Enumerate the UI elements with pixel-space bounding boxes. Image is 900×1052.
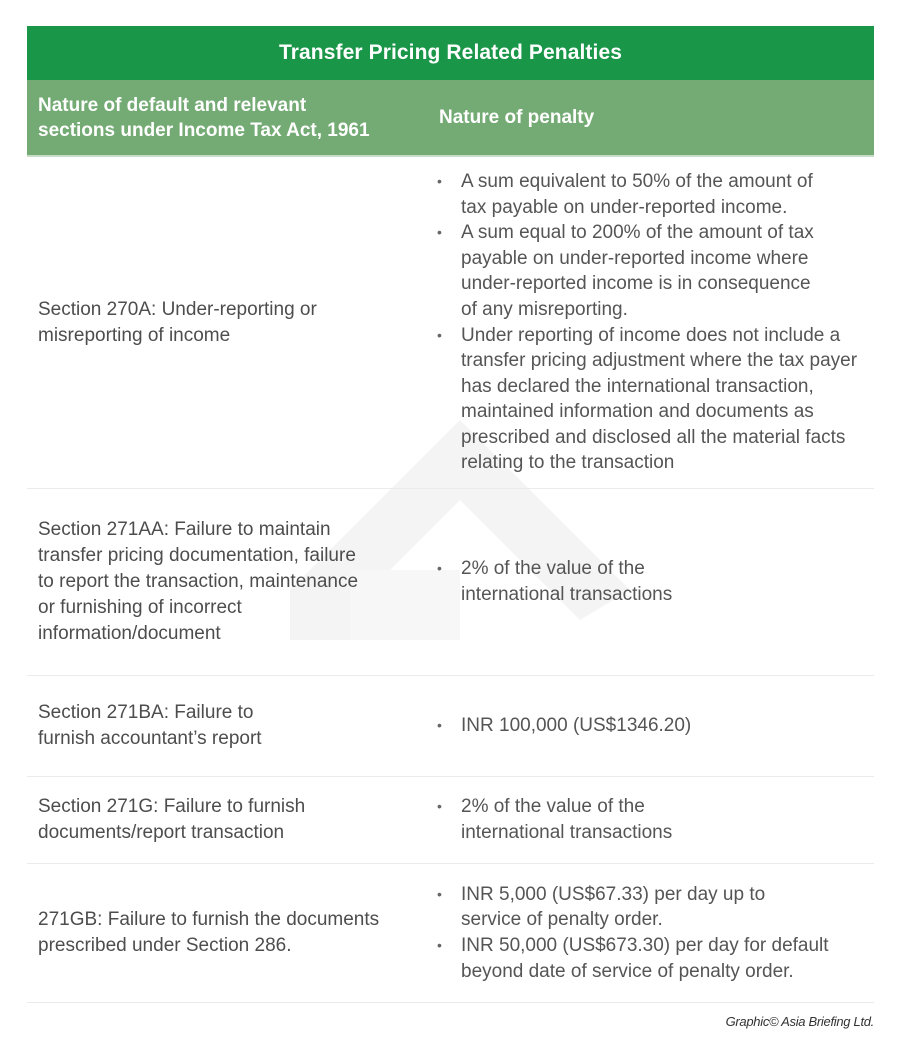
table-row [27, 864, 874, 1003]
penalty-item: • A sum equivalent to 50% of the amount of tax payable on under-reported income. [427, 169, 841, 220]
table-header [27, 80, 874, 157]
row-default: Section 270A: Under-reporting or misreporting of income [38, 298, 317, 346]
penalty-item: • INR 100,000 (US$1346.20) [427, 713, 874, 739]
penalty-item: • INR 50,000 (US$673.30) per day for default beyond date of service of penalty order. [427, 933, 871, 984]
penalty-item: • 2% of the value of the international transactions [427, 556, 691, 607]
table-row [27, 489, 874, 676]
header-col-default-line2: sections under Income Tax Act, 1961 [38, 119, 370, 141]
table-row [27, 777, 874, 864]
penalty-item: • 2% of the value of the international transactions [427, 794, 691, 845]
table-title: Transfer Pricing Related Penalties [27, 26, 874, 80]
table-row [27, 157, 874, 489]
row-default: Section 271G: Failure to furnish documents/report transaction [38, 796, 306, 843]
header-col-default-line1: Nature of default and relevant [38, 94, 307, 116]
row-default: 271GB: Failure to furnish the documents prescribed under Section 286. [38, 909, 380, 956]
penalties-table [27, 26, 874, 1003]
copyright-credit: Graphic© Asia Briefing Ltd. [725, 1014, 874, 1029]
penalty-item: • Under reporting of income does not include a transfer pricing adjustment where the tax payer has declared the international transaction, maintained information and documents as prescribed and disclosed all the material facts relating to the transaction [427, 323, 861, 477]
table-row [27, 676, 874, 777]
penalty-item: • A sum equal to 200% of the amount of tax payable on under-reported income where under-reported income is in consequence of any misreporting. [427, 220, 821, 322]
penalty-item: • INR 5,000 (US$67.33) per day up to service of penalty order. [427, 882, 781, 933]
row-default: Section 271AA: Failure to maintain transfer pricing documentation, failure to report the transaction, maintenance or furnishing of incorrect information/document [38, 519, 359, 644]
header-col-penalty: Nature of penalty [439, 106, 595, 128]
header-col-default [27, 93, 438, 143]
row-default: Section 271BA: Failure to furnish accountant’s report [38, 702, 262, 749]
